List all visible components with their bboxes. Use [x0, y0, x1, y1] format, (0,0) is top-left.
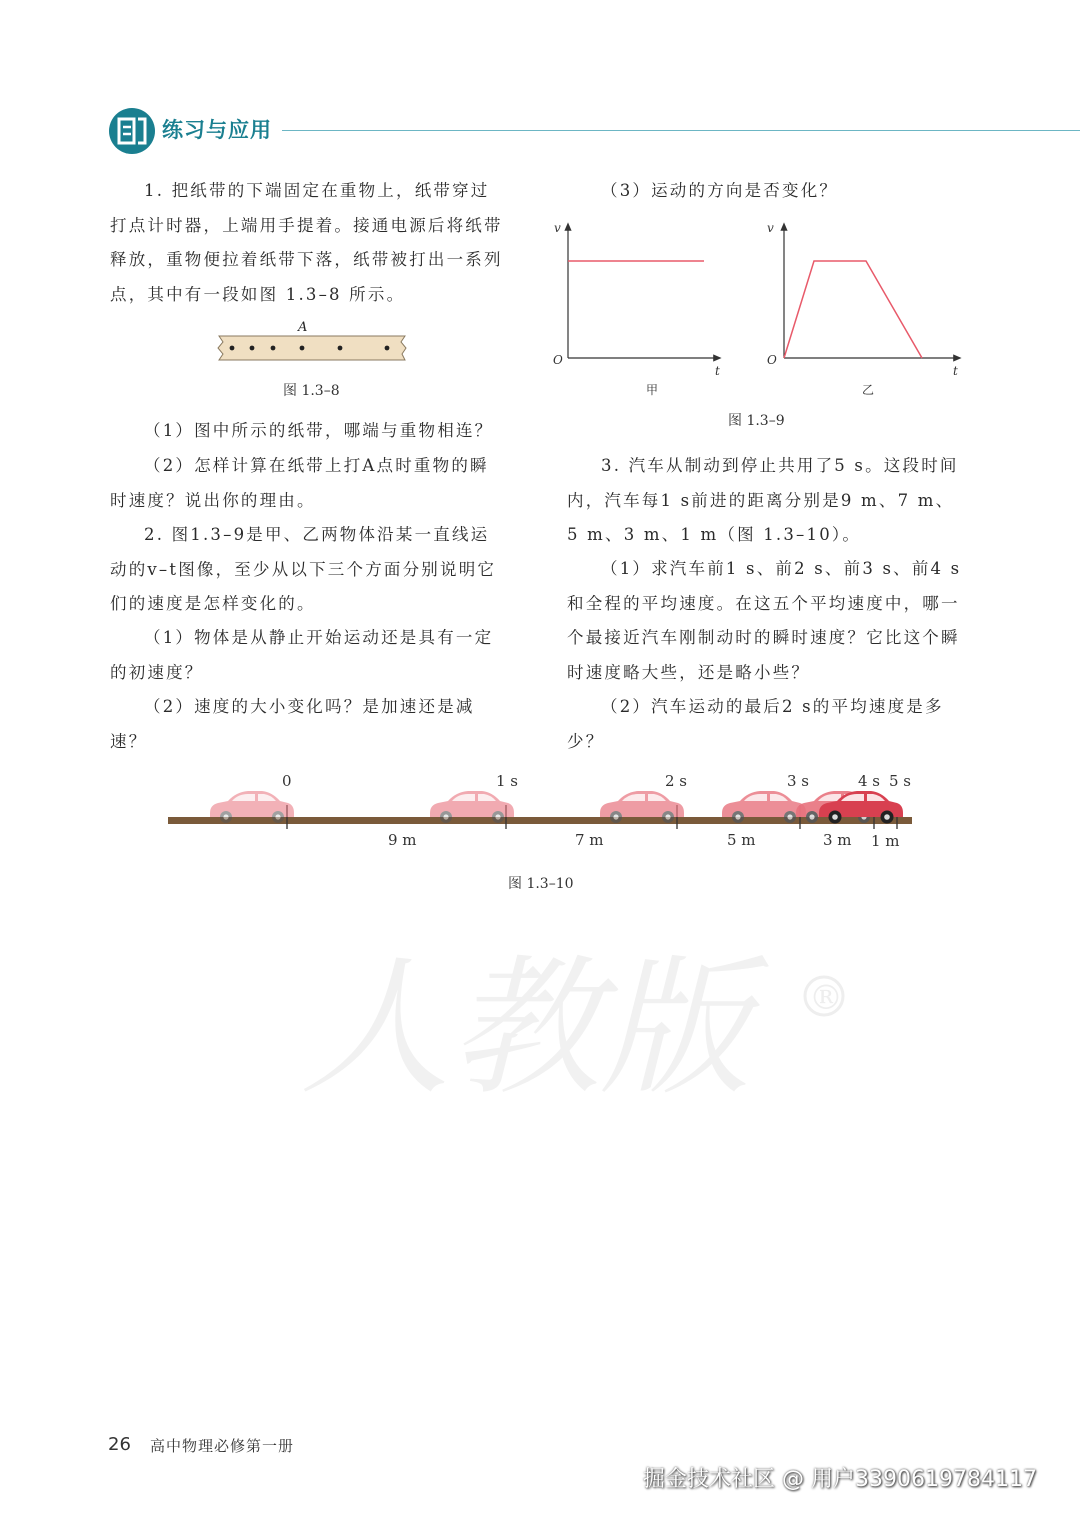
- distance-label-3m: 3 m: [823, 831, 852, 849]
- paper-tape-figure: [215, 318, 410, 366]
- vt-graphs-figure: [548, 218, 968, 398]
- problem2-intro: 2. 图1.3–9是甲、乙两物体沿某一直线运动的v–t图像，至少从以下三个方面分别说明它们的速度是怎样变化的。: [110, 525, 497, 613]
- tape-dot: [271, 346, 276, 351]
- figure-1-3-9-caption: 图 1.3–9: [728, 413, 785, 429]
- problem1-question1: （1）图中所示的纸带，哪端与重物相连？: [144, 421, 494, 440]
- braking-car-figure: [160, 765, 920, 860]
- graph-yi-caption: 乙: [862, 383, 875, 397]
- graph-yi-velocity-line: [784, 261, 922, 358]
- tape-dot: [230, 346, 235, 351]
- page-number: 26: [108, 1434, 131, 1455]
- tape-point-a-label: A: [298, 320, 308, 335]
- problem2-question3: （3）运动的方向是否变化？: [601, 181, 839, 200]
- problem2-question2: （2）速度的大小变化吗？是加速还是减速？: [110, 697, 475, 751]
- problem1-intro: 1. 把纸带的下端固定在重物上，纸带穿过打点计时器，上端用手提着。接通电源后将纸带释放，重物便拉着纸带下落，纸带被打出一系列点，其中有一段如图 1.3–8 所示。: [110, 181, 503, 304]
- figure-1-3-10-caption: 图 1.3–10: [508, 876, 574, 892]
- figure-1-3-8-caption: 图 1.3–8: [283, 383, 340, 399]
- problem3-question1: （1）求汽车前1 s、前2 s、前3 s、前4 s和全程的平均速度。在这五个平均速度中，哪一个最接近汽车刚制动时的瞬时速度？它比这个瞬时速度略大些，还是略小些？: [567, 559, 962, 682]
- distance-label-7m: 7 m: [575, 831, 604, 849]
- time-label-1s: 1 s: [496, 772, 519, 790]
- graph-jia-caption: 甲: [646, 383, 659, 397]
- watermark-text: 人教版: [300, 942, 751, 1116]
- time-label-5s: 5 s: [889, 772, 912, 790]
- site-watermark: 掘金技术社区 @ 用户3390619784117: [643, 1467, 1037, 1492]
- graph-yi-t-label: t: [953, 364, 958, 378]
- problem3-question2: （2）汽车运动的最后2 s的平均速度是多少？: [567, 697, 944, 751]
- distance-label-5m: 5 m: [727, 831, 756, 849]
- section-title: 练习与应用: [162, 118, 272, 142]
- distance-label-1m: 1 m: [871, 832, 900, 850]
- graph-jia-t-label: t: [715, 364, 720, 378]
- graph-jia-origin-label: O: [553, 353, 563, 367]
- problem1-question2: （2）怎样计算在纸带上打A点时重物的瞬时速度？说出你的理由。: [110, 456, 489, 510]
- book-title: 高中物理必修第一册: [150, 1437, 295, 1455]
- time-label-4s: 4 s: [858, 772, 881, 790]
- tape-dot: [300, 346, 305, 351]
- graph-yi: [767, 221, 958, 378]
- graph-yi-origin-label: O: [767, 353, 777, 367]
- graph-jia: [553, 221, 720, 378]
- problem2-question1: （1）物体是从静止开始运动还是具有一定的初速度？: [110, 628, 494, 682]
- time-label-2s: 2 s: [665, 772, 688, 790]
- problem3-intro: 3. 汽车从制动到停止共用了5 s。这段时间内，汽车每1 s前进的距离分别是9 m、7 m、5 m、3 m、1 m（图 1.3–10）。: [567, 456, 959, 544]
- tape-dot: [385, 346, 390, 351]
- registered-symbol: ®: [809, 978, 843, 1018]
- distance-label-9m: 9 m: [388, 831, 417, 849]
- section-logo-icon: [108, 107, 156, 155]
- graph-jia-v-label: v: [554, 221, 561, 235]
- tape-dot: [250, 346, 255, 351]
- tape-dot: [338, 346, 343, 351]
- header-divider: [282, 130, 1080, 131]
- publisher-watermark: [240, 930, 860, 1130]
- time-label-0: 0: [282, 772, 292, 790]
- time-label-3s: 3 s: [787, 772, 810, 790]
- graph-yi-v-label: v: [767, 221, 774, 235]
